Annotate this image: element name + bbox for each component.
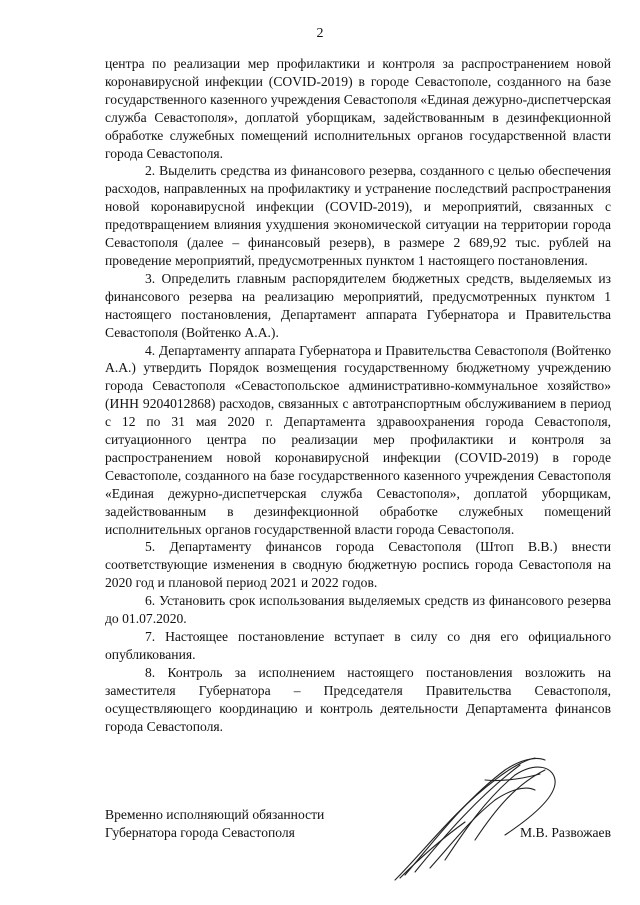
document-body (105, 55, 611, 735)
paragraph-item-6: 6. Установить срок использования выделяемых средств из финансового резерва до 01.07.2020. (105, 593, 611, 627)
handwritten-signature (385, 740, 565, 890)
paragraph-item-8: 8. Контроль за исполнением настоящего постановления возложить на заместителя Губернатора – Председателя Правительства Севастополя, осуществляющего координацию и контроль деятельности Департамента финансов города Севастополя. (105, 664, 611, 734)
paragraph-item-7: 7. Настоящее постановление вступает в силу со дня его официального опубликования. (105, 629, 611, 662)
signatory-title-line2: Губернатора города Севастополя (105, 825, 295, 840)
page-number: 2 (316, 26, 324, 41)
signatory-title (105, 806, 324, 842)
paragraph-continuation: центра по реализации мер профилактики и контроля за распространением новой коронавирусной инфекции (COVID-2019) в городе Севастополе, созданного на базе государственного казенного учреждения Севастополя «Единая дежурно-диспетчерская служба Севастополя», доплатой уборщикам, задействованным в дезинфекционной обработке служебных помещений исполнительных органов государственной власти города Севастополя. (105, 56, 611, 161)
paragraph-item-4: 4. Департаменту аппарата Губернатора и Правительства Севастополя (Войтенко А.А.) утвердить Порядок возмещения государственному бюджетному учреждению города Севастополя «Севастопольское административно-коммунальное хозяйство» (ИНН 9204012868) расходов, связанных с автотранспортным обслуживанием в период с 12 по 31 мая 2020 г. Департамента здравоохранения города Севастополя, ситуационного центра по реализации мер профилактики и контроля за распространением новой коронавирусной инфекции (COVID-2019) в городе Севастополе, созданного на базе государственного казенного учреждения Севастополя «Единая дежурно-диспетчерская служба Севастополя», доплатой уборщикам, задействованным в дезинфекционной обработке служебных помещений исполнительных органов государственной власти города Севастополя. (105, 342, 611, 537)
paragraph-item-3: 3. Определить главным распорядителем бюджетных средств, выделяемых из финансового резерва на реализацию мероприятий, предусмотренных пунктом 1 настоящего постановления, Департамент аппарата Губернатора и Правительства Севастополя (Войтенко А.А.). (105, 270, 611, 340)
signatory-name: М.В. Развожаев (520, 825, 611, 840)
signatory-title-line1: Временно исполняющий обязанности (105, 807, 325, 822)
paragraph-item-2: 2. Выделить средства из финансового резерва, созданного с целью обеспечения расходов, направленных на профилактику и устранение последствий распространения новой коронавирусной инфекции (COVID-2019), и мероприятий, связанных с предотвращением влияния ухудшения экономической ситуации на территории города Севастополя (далее – финансовый резерв), в размере 2 689,92 тыс. рублей на проведение мероприятий, предусмотренных пунктом 1 настоящего постановления. (105, 163, 611, 268)
paragraph-item-5: 5. Департаменту финансов города Севастополя (Штоп В.В.) внести соответствующие изменения в сводную бюджетную роспись города Севастополя на 2020 год и плановой период 2021 и 2022 годов. (105, 539, 611, 591)
